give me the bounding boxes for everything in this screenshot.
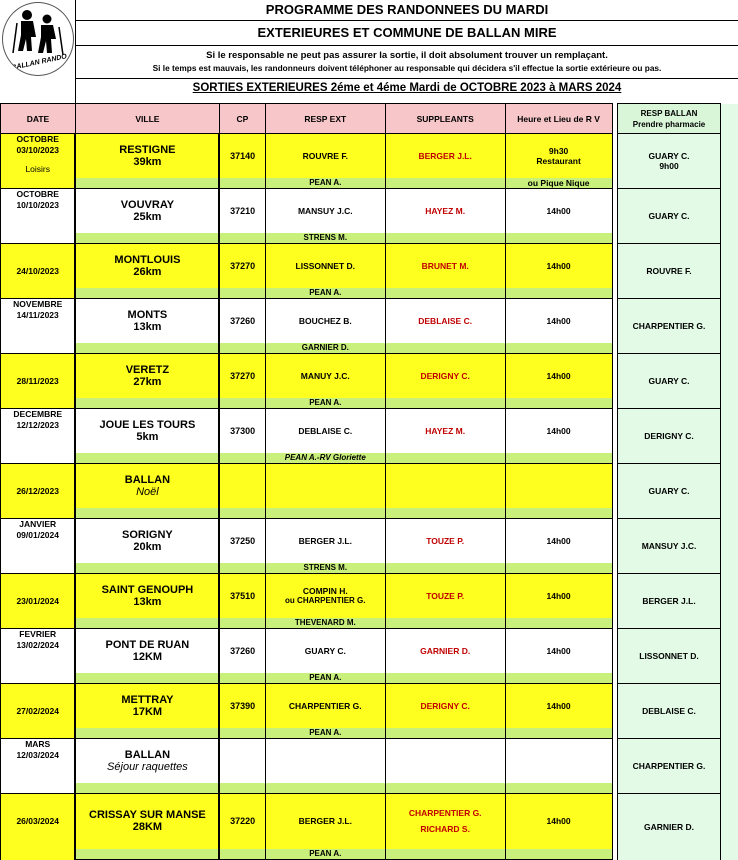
resp-ballan-cell — [617, 189, 721, 244]
cp-sub — [219, 563, 265, 574]
date-value: 26/03/2024 — [1, 816, 74, 827]
date-value: 12/03/2024 — [1, 750, 74, 761]
heure: 14h00 — [506, 816, 612, 826]
schedule-heading: SORTIES EXTERIEURES 2éme et 4éme Mardi de OCTOBRE 2023 à MARS 2024 — [76, 82, 738, 94]
extra-cell — [721, 244, 738, 299]
heure-cell — [505, 519, 612, 563]
pharmacie-label: Prendre pharmacie — [633, 120, 705, 129]
cp-cell: 37260 — [219, 629, 265, 673]
resp-ballan-cell — [617, 684, 721, 739]
suppleant: HAYEZ M. — [386, 206, 505, 216]
bottom-resp — [265, 508, 385, 519]
heure-sub: ou Pique Nique — [505, 178, 612, 189]
ballan-rando-logo — [2, 2, 74, 76]
suppleants-sub — [385, 233, 505, 244]
resp-ext-alt: ou CHARPENTIER G. — [266, 596, 385, 605]
resp-ballan-cell — [617, 629, 721, 684]
suppleant: BERGER J.L. — [386, 151, 505, 161]
heure-cell — [505, 464, 612, 508]
table-row — [1, 684, 738, 728]
suppleants-sub — [385, 728, 505, 739]
table-row — [1, 629, 738, 673]
suppleant: DERIGNY C. — [386, 701, 505, 711]
resp-ext-cell — [265, 739, 385, 783]
suppleants-sub — [385, 343, 505, 354]
cp-cell: 37220 — [219, 794, 265, 849]
table-row — [1, 354, 738, 398]
distance: 39km — [76, 156, 218, 168]
cp-sub — [219, 233, 265, 244]
heure-cell — [505, 684, 612, 728]
resp-ext: CHARPENTIER G. — [266, 701, 385, 711]
month-label: MARS — [1, 739, 74, 750]
resp-ballan-cell — [617, 354, 721, 409]
heure: 14h00 — [506, 371, 612, 381]
bottom-resp: THEVENARD M. — [265, 618, 385, 629]
heure-sub — [505, 618, 612, 629]
date-cell — [1, 739, 76, 794]
suppleant: GARNIER D. — [386, 646, 505, 656]
cp-cell: 37510 — [219, 574, 265, 618]
resp-ext-cell — [265, 134, 385, 178]
resp-ballan: GARNIER D. — [618, 822, 721, 832]
resp-ext-cell — [265, 794, 385, 849]
heure: 9h30 — [506, 146, 612, 156]
distance: Séjour raquettes — [76, 761, 218, 773]
cp-cell: 37270 — [219, 354, 265, 398]
month-label: OCTOBRE — [1, 134, 74, 145]
bottom-resp: PEAN A.-RV Gloriette — [265, 453, 385, 464]
distance: Noël — [76, 486, 218, 498]
header-rule — [76, 78, 738, 79]
resp-ballan: GUARY C. — [618, 151, 721, 161]
date-value: 14/11/2023 — [1, 310, 74, 321]
ville-name: SORIGNY — [76, 529, 218, 541]
suppleant: BRUNET M. — [386, 261, 505, 271]
extra-cell — [721, 299, 738, 354]
heure: 14h00 — [506, 536, 612, 546]
cp-cell: 37140 — [219, 134, 265, 178]
ville-cell — [75, 684, 219, 728]
resp-ext-cell — [265, 299, 385, 343]
distance: 12KM — [76, 651, 218, 663]
resp-ext: LISSONNET D. — [266, 261, 385, 271]
heure-sub — [505, 728, 612, 739]
resp-ballan-cell — [617, 464, 721, 519]
table-body — [1, 134, 738, 860]
resp-ballan-cell — [617, 409, 721, 464]
suppleants-cell — [385, 464, 505, 508]
month-label: OCTOBRE — [1, 189, 74, 200]
heure-cell — [505, 134, 612, 178]
bottom-resp: PEAN A. — [265, 673, 385, 684]
heure-cell — [505, 574, 612, 618]
resp-ext-cell — [265, 684, 385, 728]
heure-cell — [505, 189, 612, 233]
ville-name: VOUVRAY — [76, 199, 218, 211]
ville-name: RESTIGNE — [76, 144, 218, 156]
date-cell — [1, 684, 76, 739]
ville-sub — [75, 288, 219, 299]
suppleant: TOUZE P. — [386, 536, 505, 546]
heure-cell — [505, 354, 612, 398]
month-label: DECEMBRE — [1, 409, 74, 420]
cp-cell: 37270 — [219, 244, 265, 288]
suppleant: DEBLAISE C. — [386, 316, 505, 326]
ville-sub — [75, 178, 219, 189]
heure: 14h00 — [506, 646, 612, 656]
suppleant: DERIGNY C. — [386, 371, 505, 381]
ville-cell — [75, 189, 219, 233]
suppleants-cell — [385, 519, 505, 563]
table-row — [1, 519, 738, 563]
col-header-resp-ballan — [617, 104, 721, 134]
month-label: JANVIER — [1, 519, 74, 530]
suppleant: TOUZE P. — [386, 591, 505, 601]
cp-sub — [219, 178, 265, 189]
heure: 14h00 — [506, 261, 612, 271]
resp-ballan-cell — [617, 519, 721, 574]
heure-cell — [505, 299, 612, 343]
cp-sub — [219, 453, 265, 464]
cp-cell — [219, 464, 265, 508]
table-row — [1, 244, 738, 288]
resp-ballan-cell — [617, 739, 721, 794]
ville-name: PONT DE RUAN — [76, 639, 218, 651]
ville-sub — [75, 508, 219, 519]
extra-cell — [721, 189, 738, 244]
extra-cell — [721, 354, 738, 409]
cp-cell — [219, 739, 265, 783]
resp-ext: BERGER J.L. — [266, 536, 385, 546]
resp-ext: COMPIN H. — [266, 586, 385, 596]
resp-ballan-cell — [617, 574, 721, 629]
resp-ballan: MANSUY J.C. — [618, 541, 721, 551]
ville-name: VERETZ — [76, 364, 218, 376]
suppleants-sub — [385, 563, 505, 574]
suppleants-cell — [385, 299, 505, 343]
date-value: 09/01/2024 — [1, 530, 74, 541]
ville-cell — [75, 134, 219, 178]
date-cell — [1, 244, 76, 299]
page-subtitle: EXTERIEURES ET COMMUNE DE BALLAN MIRE — [76, 25, 738, 40]
distance: 17KM — [76, 706, 218, 718]
date-cell — [1, 629, 76, 684]
date-value: 13/02/2024 — [1, 640, 74, 651]
heure-cell — [505, 739, 612, 783]
suppleants-cell — [385, 409, 505, 453]
cp-cell: 37260 — [219, 299, 265, 343]
ville-sub — [75, 563, 219, 574]
ville-sub — [75, 673, 219, 684]
page-header — [0, 0, 738, 103]
suppleants-cell — [385, 189, 505, 233]
date-value: 24/10/2023 — [1, 266, 74, 277]
ville-sub — [75, 783, 219, 794]
cp-sub — [219, 288, 265, 299]
date-cell — [1, 354, 76, 409]
suppleant-2: RICHARD S. — [386, 824, 505, 834]
table-row — [1, 189, 738, 233]
date-cell — [1, 794, 76, 860]
bottom-resp — [265, 783, 385, 794]
ville-cell — [75, 299, 219, 343]
ville-name: METTRAY — [76, 694, 218, 706]
suppleants-cell — [385, 794, 505, 849]
resp-ext-cell — [265, 354, 385, 398]
resp-ballan: LISSONNET D. — [618, 651, 721, 661]
heure: 14h00 — [506, 591, 612, 601]
heure-sub — [505, 783, 612, 794]
resp-ballan: BERGER J.L. — [618, 596, 721, 606]
resp-ext-cell — [265, 574, 385, 618]
extra-cell — [721, 794, 738, 860]
resp-ballan: GUARY C. — [618, 211, 721, 221]
extra-cell — [721, 464, 738, 519]
date-cell — [1, 134, 76, 189]
resp-ext: MANSUY J.C. — [266, 206, 385, 216]
resp-ballan: CHARPENTIER G. — [618, 321, 721, 331]
resp-ext-cell — [265, 464, 385, 508]
resp-ballan: GUARY C. — [618, 486, 721, 496]
cp-sub — [219, 398, 265, 409]
cp-sub — [219, 343, 265, 354]
ville-name: BALLAN — [76, 749, 218, 761]
ville-cell — [75, 464, 219, 508]
cp-cell: 37300 — [219, 409, 265, 453]
heure-sub — [505, 343, 612, 354]
suppleants-cell — [385, 684, 505, 728]
resp-ext: ROUVRE F. — [266, 151, 385, 161]
resp-ballan-cell — [617, 244, 721, 299]
date-cell — [1, 189, 76, 244]
ville-sub — [75, 398, 219, 409]
resp-ballan-cell — [617, 794, 721, 860]
resp-ext-cell — [265, 629, 385, 673]
extra-cell — [721, 739, 738, 794]
heure-sub — [505, 508, 612, 519]
logo-text: BALLAN RANDO — [11, 53, 68, 72]
suppleants-cell — [385, 244, 505, 288]
ville-name: JOUE LES TOURS — [76, 419, 218, 431]
distance: 27km — [76, 376, 218, 388]
resp-ballan-cell — [617, 299, 721, 354]
suppleants-cell — [385, 134, 505, 178]
cp-sub — [219, 728, 265, 739]
bottom-resp: PEAN A. — [265, 288, 385, 299]
cp-cell: 37250 — [219, 519, 265, 563]
ville-cell — [75, 244, 219, 288]
heure-cell — [505, 629, 612, 673]
table-row — [1, 409, 738, 453]
resp-ext: BOUCHEZ B. — [266, 316, 385, 326]
resp-ext: MANUY J.C. — [266, 371, 385, 381]
resp-ballan: DEBLAISE C. — [618, 706, 721, 716]
resp-ext: BERGER J.L. — [266, 816, 385, 826]
ville-name: MONTS — [76, 309, 218, 321]
resp-ballan: DERIGNY C. — [618, 431, 721, 441]
bottom-resp: PEAN A. — [265, 849, 385, 860]
ville-sub — [75, 233, 219, 244]
cp-cell: 37390 — [219, 684, 265, 728]
resp-ext-cell — [265, 189, 385, 233]
suppleants-sub — [385, 508, 505, 519]
resp-ext: GUARY C. — [266, 646, 385, 656]
bottom-resp: STRENS M. — [265, 563, 385, 574]
ville-cell — [75, 739, 219, 783]
suppleants-sub — [385, 178, 505, 189]
resp-ballan-label: RESP BALLAN — [641, 109, 698, 118]
col-header-date: DATE — [1, 104, 76, 134]
heure-sub — [505, 398, 612, 409]
distance: 20km — [76, 541, 218, 553]
ville-cell — [75, 794, 219, 849]
suppleants-cell — [385, 739, 505, 783]
suppleants-sub — [385, 783, 505, 794]
heure: 14h00 — [506, 701, 612, 711]
extra-cell — [721, 134, 738, 189]
date-cell — [1, 519, 76, 574]
col-header-ville: VILLE — [75, 104, 219, 134]
cp-sub — [219, 508, 265, 519]
suppleants-sub — [385, 453, 505, 464]
resp-ballan: CHARPENTIER G. — [618, 761, 721, 771]
ville-sub — [75, 618, 219, 629]
schedule-table — [0, 103, 738, 860]
heure-sub — [505, 453, 612, 464]
page-title: PROGRAMME DES RANDONNEES DU MARDI — [76, 2, 738, 17]
ville-name: CRISSAY SUR MANSE — [76, 809, 218, 821]
date-value: 28/11/2023 — [1, 376, 74, 387]
suppleants-sub — [385, 398, 505, 409]
table-row — [1, 794, 738, 849]
resp-ext-cell — [265, 244, 385, 288]
resp-ext-cell — [265, 519, 385, 563]
header-rule — [76, 20, 738, 21]
bottom-resp: PEAN A. — [265, 178, 385, 189]
resp-ext: DEBLAISE C. — [266, 426, 385, 436]
month-label: NOVEMBRE — [1, 299, 74, 310]
bottom-resp: STRENS M. — [265, 233, 385, 244]
resp-ballan-cell — [617, 134, 721, 189]
heure: 14h00 — [506, 206, 612, 216]
header-rule — [76, 45, 738, 46]
ville-sub — [75, 453, 219, 464]
table-row — [1, 464, 738, 508]
ville-sub — [75, 728, 219, 739]
heure-cell — [505, 794, 612, 849]
ville-name: BALLAN — [76, 474, 218, 486]
cp-sub — [219, 618, 265, 629]
date-cell — [1, 464, 76, 519]
distance: 25km — [76, 211, 218, 223]
note-weather: Si le temps est mauvais, les randonneurs doivent téléphoner au responsable qui décidera s'il effectue la sortie extérieure ou pas. — [76, 63, 738, 73]
extra-cell — [721, 574, 738, 629]
col-header-resp-ext: RESP EXT — [265, 104, 385, 134]
heure-sub — [505, 673, 612, 684]
cp-sub — [219, 673, 265, 684]
table-row — [1, 739, 738, 783]
date-cell — [1, 299, 76, 354]
resp-ballan-time: 9h00 — [618, 161, 721, 171]
suppleants-sub — [385, 673, 505, 684]
heure-cell — [505, 409, 612, 453]
ville-cell — [75, 574, 219, 618]
heure: 14h00 — [506, 316, 612, 326]
resp-ballan: GUARY C. — [618, 376, 721, 386]
ville-cell — [75, 629, 219, 673]
cp-cell: 37210 — [219, 189, 265, 233]
date-cell — [1, 574, 76, 629]
note-replacement: Si le responsable ne peut pas assurer la sortie, il doit absolument trouver un remplaçant. — [76, 50, 738, 61]
extra-cell — [721, 519, 738, 574]
date-value: 03/10/2023 — [1, 145, 74, 156]
distance: 26km — [76, 266, 218, 278]
ville-name: SAINT GENOUPH — [76, 584, 218, 596]
table-row — [1, 574, 738, 618]
bottom-resp: PEAN A. — [265, 398, 385, 409]
resp-ballan: ROUVRE F. — [618, 266, 721, 276]
suppleants-cell — [385, 354, 505, 398]
heure-lieu: Restaurant — [506, 156, 612, 166]
date-cell — [1, 409, 76, 464]
date-value: 12/12/2023 — [1, 420, 74, 431]
suppleants-sub — [385, 618, 505, 629]
date-value: 23/01/2024 — [1, 596, 74, 607]
month-label: FEVRIER — [1, 629, 74, 640]
cp-sub — [219, 783, 265, 794]
table-row — [1, 134, 738, 178]
distance: 13km — [76, 596, 218, 608]
col-header-suppleants: SUPPLEANTS — [385, 104, 505, 134]
date-value: 10/10/2023 — [1, 200, 74, 211]
date-value: 27/02/2024 — [1, 706, 74, 717]
col-header-cp: CP — [219, 104, 265, 134]
ville-cell — [75, 354, 219, 398]
suppleant: CHARPENTIER G. — [386, 808, 505, 818]
bottom-resp: GARNIER D. — [265, 343, 385, 354]
suppleant: HAYEZ M. — [386, 426, 505, 436]
bottom-resp: PEAN A. — [265, 728, 385, 739]
date-note: Loisirs — [1, 164, 74, 175]
extra-cell — [721, 409, 738, 464]
heure-sub — [505, 563, 612, 574]
heure: 14h00 — [506, 426, 612, 436]
distance: 28KM — [76, 821, 218, 833]
ville-cell — [75, 519, 219, 563]
heure-sub — [505, 233, 612, 244]
suppleants-cell — [385, 629, 505, 673]
extra-cell — [721, 684, 738, 739]
col-header-extra — [721, 104, 738, 134]
ville-name: MONTLOUIS — [76, 254, 218, 266]
col-header-heure: Heure et Lieu de R V — [505, 104, 612, 134]
ville-sub — [75, 343, 219, 354]
distance: 13km — [76, 321, 218, 333]
ville-cell — [75, 409, 219, 453]
table-header-row — [1, 104, 738, 134]
suppleants-cell — [385, 574, 505, 618]
resp-ext-cell — [265, 409, 385, 453]
heure-cell — [505, 244, 612, 288]
heure-sub — [505, 288, 612, 299]
suppleants-sub — [385, 288, 505, 299]
extra-cell — [721, 629, 738, 684]
date-value: 26/12/2023 — [1, 486, 74, 497]
table-row — [1, 299, 738, 343]
distance: 5km — [76, 431, 218, 443]
